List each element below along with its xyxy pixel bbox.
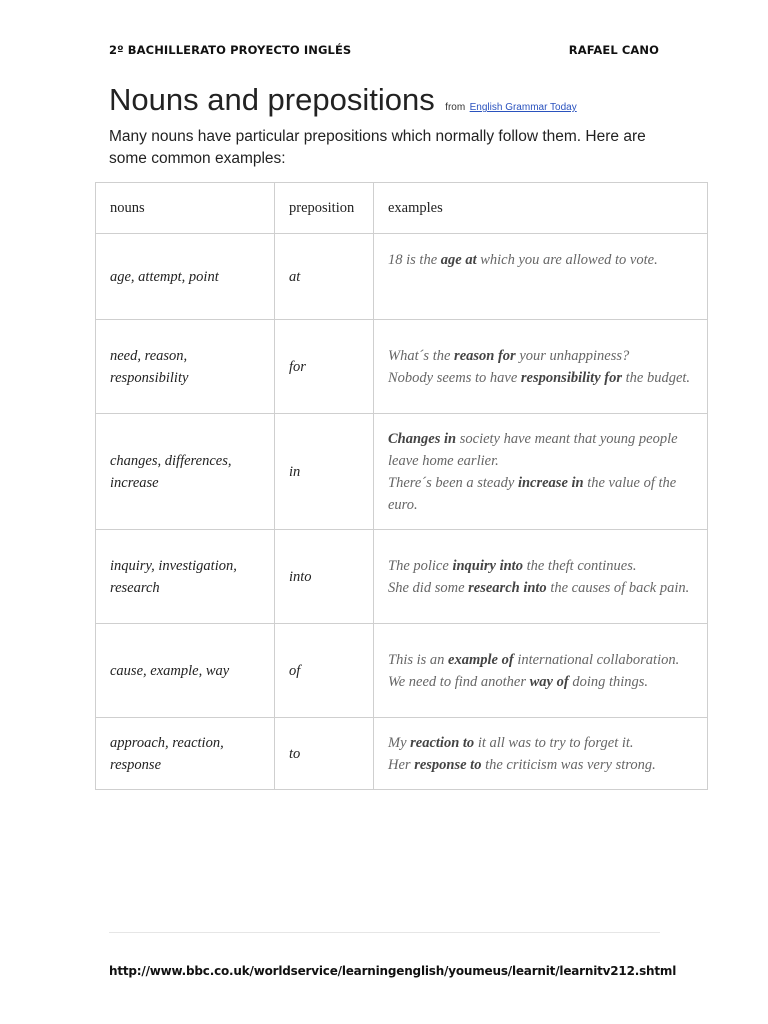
table-row: [96, 718, 708, 790]
footer-source-url: http://www.bbc.co.uk/worldservice/learningenglish/youmeus/learnit/learnitv212.shtml: [109, 964, 677, 978]
example-text: the theft continues.: [522, 557, 637, 574]
example-keyword: reaction to: [410, 734, 475, 751]
example-text: This is an: [388, 651, 449, 668]
example-text: What´s the: [388, 347, 455, 364]
title-row: [109, 82, 577, 118]
table-row: [96, 414, 708, 530]
table-row: [96, 234, 708, 320]
example-sentence: [388, 345, 693, 367]
table-row: [96, 530, 708, 624]
header-left-text: 2º BACHILLERATO PROYECTO INGLÉS: [109, 43, 352, 57]
source-prefix: from: [445, 102, 466, 113]
nouns-cell: need, reason, responsibility: [96, 320, 275, 414]
example-text: the budget.: [622, 369, 691, 386]
examples-cell: [374, 718, 708, 790]
example-text: The police: [388, 557, 453, 574]
preposition-cell: to: [275, 718, 374, 790]
column-header-examples: examples: [374, 183, 708, 234]
example-text: 18 is the: [388, 252, 441, 268]
examples-cell: [374, 320, 708, 414]
examples-cell: [374, 624, 708, 718]
example-keyword: way of: [529, 673, 569, 690]
example-sentence: [388, 367, 693, 389]
examples-cell: [374, 234, 708, 320]
preposition-cell: into: [275, 530, 374, 624]
example-sentence: [388, 754, 693, 776]
example-sentence: [388, 472, 693, 516]
example-keyword: increase in: [517, 474, 584, 491]
nouns-cell: cause, example, way: [96, 624, 275, 718]
example-text: Nobody seems to have: [388, 369, 521, 386]
example-sentence: [388, 649, 693, 671]
nouns-cell: approach, reaction, response: [96, 718, 275, 790]
example-text: doing things.: [568, 673, 649, 690]
example-text: My: [388, 734, 411, 751]
example-text: the value of the euro.: [388, 474, 677, 513]
example-keyword: research into: [468, 579, 547, 596]
example-sentence: [388, 577, 693, 599]
column-header-preposition: preposition: [275, 183, 374, 234]
page-title: Nouns and prepositions: [109, 82, 435, 117]
example-text: your unhappiness?: [515, 347, 630, 364]
example-sentence: [388, 671, 693, 693]
column-header-nouns: nouns: [96, 183, 275, 234]
source-link[interactable]: English Grammar Today: [469, 102, 577, 113]
example-text: which you are allowed to vote.: [476, 252, 658, 268]
example-keyword: reason for: [454, 347, 516, 364]
preposition-cell: at: [275, 234, 374, 320]
example-text: She did some: [388, 579, 469, 596]
table-row: [96, 624, 708, 718]
preposition-cell: for: [275, 320, 374, 414]
preposition-cell: of: [275, 624, 374, 718]
example-text: There´s been a steady: [388, 474, 518, 491]
example-text: the causes of back pain.: [546, 579, 690, 596]
example-sentence: [388, 428, 693, 472]
example-keyword: responsibility for: [520, 369, 622, 386]
example-sentence: [388, 555, 693, 577]
nouns-cell: age, attempt, point: [96, 234, 275, 320]
example-text: the criticism was very strong.: [481, 756, 656, 773]
example-keyword: age at: [440, 252, 477, 268]
header-right-author: RAFAEL CANO: [568, 43, 659, 57]
table-header-row: [96, 183, 708, 234]
footer-divider: [109, 932, 660, 933]
preposition-cell: in: [275, 414, 374, 530]
table-row: [96, 320, 708, 414]
example-text: Her: [388, 756, 415, 773]
example-text: it all was to try to forget it.: [474, 734, 634, 751]
example-sentence: [388, 732, 693, 754]
nouns-cell: changes, differences, increase: [96, 414, 275, 530]
examples-cell: [374, 530, 708, 624]
example-keyword: inquiry into: [452, 557, 523, 574]
example-text: international collaboration.: [513, 651, 680, 668]
example-keyword: Changes in: [388, 430, 457, 447]
table-body: [96, 183, 708, 790]
example-text: society have meant that young people leave home earlier.: [388, 430, 678, 469]
example-text: We need to find another: [388, 673, 530, 690]
examples-cell: [374, 414, 708, 530]
intro-paragraph: Many nouns have particular prepositions which normally follow them. Here are some common examples:: [109, 128, 646, 167]
example-sentence: [388, 249, 693, 271]
nouns-cell: inquiry, investigation, research: [96, 530, 275, 624]
example-keyword: response to: [414, 756, 482, 773]
prepositions-table: [95, 182, 708, 790]
example-keyword: example of: [448, 651, 514, 668]
